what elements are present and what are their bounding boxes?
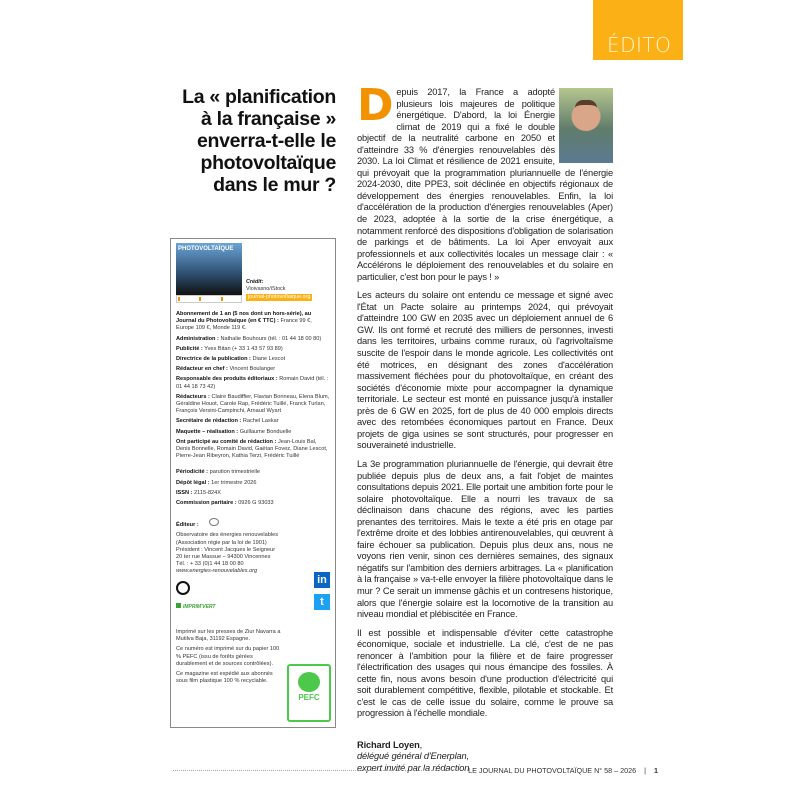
entry-value: 0926 G 93033 (238, 500, 274, 507)
entry-value: Claire Baudiffier, Flavian Bonneau, Elena Blum, Géraldine Houot, Carole Rap, Frédéric Tuillé, Franck Turlan, François Versini-Campinchi, Arnaud Wyart (176, 393, 330, 415)
masthead-entry (176, 500, 331, 507)
pefc-logo: PEFC (287, 664, 331, 722)
masthead-entry (176, 490, 331, 497)
masthead-entry (176, 311, 331, 333)
page-title: La « planification à la française » enverra-t-elle le photovoltaïque dans le mur ? (182, 86, 336, 196)
credit-value: Vioivasno/iStock (246, 286, 286, 292)
imprim-vert-logo: IMPRIM'VERT (176, 603, 331, 611)
entry-value: 1er trimestre 2026 (211, 479, 257, 486)
entry-value: Guillaume Bonduelle (239, 428, 292, 435)
entry-value: Rachel Laskar (242, 418, 279, 425)
masthead-entry (176, 418, 331, 425)
photo-credit (246, 279, 312, 301)
paragraph-3: La 3e programmation pluriannuelle de l'énergie, qui devrait être publiée depuis plus de deux ans, a fait l'objet de maintes consultations depuis 2021. Elle portait une ambition forte pour le solaire photovoltaïque. Elle a nourri les travaux de sa déclinaison dans chacune des régions, avec les parties prenantes des territoires. Mais le texte a été pris en otage par l'extrême droite et des lobbies antirenouvelables, qui œuvrent à faire échouer sa publication. Depuis plus deux ans, nous ne voyons rien venir, sinon ces dernières semaines, des signaux négatifs sur l'ambition des derniers arbitrages. La « planification à la française » va-t-elle envoyer la filière photovoltaïque dans le mur ? Ce serait un immense gâchis et un contresens historique, alors que l'énergie solaire est la locomotive de la transition au niveau mondial et plébiscitée en France. (357, 458, 613, 620)
entry-label: Commission paritaire : (176, 500, 237, 507)
entry-value: Yves Bitan (+ 33 1 43 57 93 89) (204, 345, 283, 352)
masthead-entry (176, 439, 331, 461)
entry-value: parution trimestrielle (209, 469, 260, 476)
masthead-entry (176, 480, 331, 487)
publisher-label: Éditeur : (176, 522, 199, 529)
entry-label: Administration : (176, 335, 219, 342)
cover-title: PHOTOVOLTAÏQUE (178, 246, 234, 252)
credit-label: Crédit: (246, 279, 264, 285)
editorial-article (357, 80, 613, 774)
publisher-line: 20 ter rue Massue – 94300 Vincennes (176, 554, 271, 561)
entry-label: Rédacteur en chef : (176, 366, 228, 373)
publication-name: LE JOURNAL DU PHOTOVOLTAÏQUE N° 58 – 2026 (468, 766, 637, 775)
publisher-line: Président : Vincent Jacques le Seigneur (176, 546, 276, 553)
masthead-entry (176, 366, 331, 373)
entry-value: Nathalie Bouhours (tél. : 01 44 18 00 80) (220, 335, 322, 342)
entry-label: Directrice de la publication : (176, 356, 251, 363)
magazine-cover-image (176, 243, 242, 295)
page-footer (173, 766, 658, 775)
entry-value: Jean-Louis Bal, Denis Bonnelle, Romain David, Gaëtan Fovez, Diane Lescot, Pierre-Jean Ribeyron, Kathia Terzi, Frédéric Tuillé (176, 438, 328, 460)
entry-value: Romain David (tél. : 01 44 18 73 42) (176, 376, 329, 390)
drop-cap: D (357, 80, 394, 131)
print-note: Imprimé sur les presses de Ziur Navarra a Mutilva Baja, 31192 Espagne. (176, 628, 281, 643)
entry-value: Vincent Boulanger (229, 366, 276, 373)
cover-strip (176, 295, 242, 303)
page-number: 1 (654, 766, 658, 775)
footer-separator: | (644, 766, 646, 775)
paragraph-1 (357, 80, 613, 283)
masthead-entry (176, 469, 331, 476)
linkedin-icon[interactable]: in (314, 572, 330, 588)
entry-label: Périodicité : (176, 469, 209, 476)
publisher-line: Tél. : + 33 (0)1 44 18 00 80 (176, 561, 244, 568)
author-note: expert invité par la rédaction (357, 762, 470, 773)
entry-label: Responsable des produits éditoriaux : (176, 376, 278, 383)
entry-label: Secrétaire de rédaction : (176, 418, 242, 425)
entry-value: France 99 €, Europe 109 €, Monde 119 €. (176, 318, 312, 332)
masthead-entry (176, 394, 331, 416)
masthead-entry (176, 376, 331, 390)
publisher (176, 518, 331, 529)
masthead-entry (176, 346, 331, 353)
website-link[interactable]: journal-photovoltaique.org (248, 294, 311, 300)
paragraph-2: Les acteurs du solaire ont entendu ce message et signé avec l'État un Pacte solaire au printemps 2024, qui prévoyait d'atteindre 100 GW en 2035 avec un déploiement annuel de 6 GW. Ils ont formé et recruté des milliers de personnes, investi dans les territoires, urbains comme ruraux, où l'agrivoltaïsme suscite de l'espoir dans le monde agricole. Les collectivités ont été motrices, en désignant des zones d'accélération massivement fléchées pour du photovoltaïque, en créant des sociétés d'économie mixte pour accompagner la dynamique territoriale. Le secteur est monté en puissance jusqu'à installer près de 6 GW en 2025, fort de plus de 40 000 emplois directs avec des retombées économiques partout en France. Deux projets de giga usines se sont structurés, pour progresser en souveraineté industrielle. (357, 290, 613, 451)
entry-label: Rédacteurs : (176, 393, 210, 400)
signature: Richard Loyen, délégué général d'Enerplan, expert invité par la rédaction (357, 740, 613, 775)
entry-label: Ont participé au comité de rédaction : (176, 438, 277, 445)
section-label: ÉDITO (593, 0, 683, 60)
masthead-info (176, 311, 331, 688)
author-role: délégué général d'Enerplan, (357, 751, 469, 762)
entry-label: Publicité : (176, 345, 203, 352)
masthead-entry (176, 429, 331, 436)
author-name: Richard Loyen (357, 739, 420, 750)
entry-label: Maquette – réalisation : (176, 428, 239, 435)
paragraph-4: Il est possible et indispensable d'éviter cette catastrophe économique, sociale et industrielle. La clé, c'est de ne pas renoncer à l'ambition pour la filière et de faire progresser l'électrification des usages qui nous émancipe des fossiles. À cette fin, nous avons besoin d'une production d'électricité qui soit durablement compétitive, flexible, pilotable et stockable. Et c'est le cas de celle issue du solaire, comme le prouve sa progression à l'échelle mondiale. (357, 627, 613, 719)
twitter-icon[interactable]: t (314, 594, 330, 610)
masthead-entry (176, 356, 331, 363)
entry-label: Dépôt légal : (176, 479, 210, 486)
entry-label: ISSN : (176, 489, 193, 496)
entry-value: 2115-824X (194, 489, 222, 496)
masthead-sidebar (170, 238, 336, 728)
masthead-entry (176, 336, 331, 343)
publisher-line[interactable]: www.energies-renouvelables.org (176, 568, 258, 575)
print-note: Ce numéro est imprimé sur du papier 100 % PEFC (issu de forêts gérées durablement et de sources contrôlées). (176, 646, 280, 667)
social-links (314, 572, 330, 616)
print-note: Ce magazine est expédié aux abonnés sous film plastique 100 % recyclable. (176, 670, 273, 685)
accessibility-icon (176, 581, 190, 595)
publisher-logo (209, 518, 219, 526)
paragraph-text: epuis 2017, la France a adopté plusieurs lois majeures de politique énergétique. D'abord, la loi Énergie climat de 2019 qui a fixé le double objectif de la neutralité carbone en 2050 et d'atteindre 33 % d'énergies renouvelables dès 2030. La loi Climat et résilience de 2021 ensuite, qui prévoyait que la programmation pluriannuelle de l'énergie 2024-2030, dite PPE3, soit déclinée en objectifs régionaux de développement des énergies renouvelables. Enfin, la loi d'accélération de la production d'énergies renouvelables (Aper) de 2023, adoptée à la sortie de la crise énergétique, a notamment renforcé des dispositions d'obligation de solarisation de parkings et de bâtiments. La loi Aper envoyait aux professionnels et aux collectivités locales un message clair : « Accélérons le déploiement des renouvelables et du solaire en particulier, c'est bon pour le pays ! » (357, 87, 613, 282)
publisher-line: (Association régie par la loi de 1901) (176, 539, 267, 546)
author-photo (559, 88, 613, 163)
entry-label: Abonnement de 1 an (5 nos dont un hors-série), au Journal du Photovoltaïque (en € TTC) : (176, 311, 312, 325)
entry-value: Diane Lescot (252, 356, 286, 363)
publisher-line: Observatoire des énergies renouvelables (176, 532, 278, 539)
